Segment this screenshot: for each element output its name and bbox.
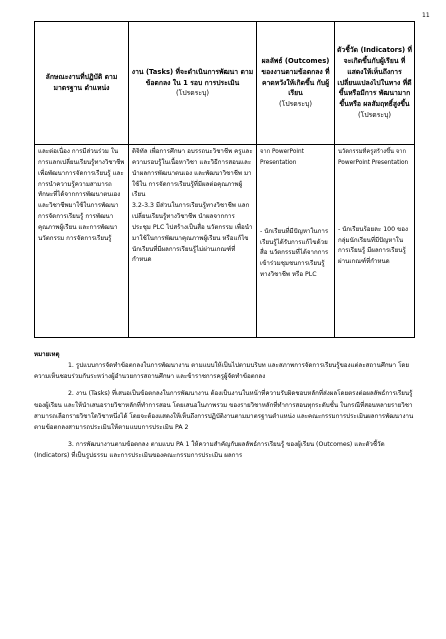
header-title: ผลลัพธ์ (Outcomes) ของงานตามข้อตกลง ที่คาดหวังให้เกิดขึ้น กับผู้เรียน (261, 56, 330, 98)
header-outcomes (257, 22, 335, 145)
cell-text: 3.2-3.3 มีส่วนในการเรียนรู้ทางวิชาชีพ แลกเปลี่ยนเรียนรู้ทางวิชาชีพ นำผลจากการประชุม PLC ไปสร้างเป็นสื่อ นวัตกรรม เพื่อนำมาใช้ในการพัฒนาคุณภาพผู้เรียน หรือแก้ไขนักเรียนที่มีผลการเรียนรู้ไม่ผ่านเกณฑ์ที่กำหนด (132, 202, 253, 264)
note-item: 3. การพัฒนางานตามข้อตกลง ตามแบบ PA 1 ให้ความสำคัญกับผลลัพธ์การเรียนรู้ ของผู้เรียน (Outcomes) และตัวชี้วัด (Indicators) ที่เป็นรูปธรรม และการประเมินของคณะกรรมการประเมิน ผลการ (34, 441, 385, 460)
header-title: ลักษณะงานที่ปฏิบัติ ตามมาตรฐาน ตำแหน่ง (45, 73, 118, 92)
cell-tasks (129, 145, 257, 338)
agreement-table (34, 21, 415, 338)
cell-text: - นักเรียนที่มีปัญหาในการเรียนรู้ได้รับการแก้ไขด้วยสื่อ นวัตกรรมที่ได้จากการเข้าร่วมชุมชนการเรียนรู้ทางวิชาชีพ หรือ PLC (260, 227, 329, 279)
header-sub: (โปรดระบุ) (358, 111, 391, 120)
header-title: งาน (Tasks) ที่จะดำเนินการพัฒนา ตาม ข้อตกลง ใน 1 รอบ การประเมิน (131, 67, 254, 87)
header-sub: (โปรดระบุ) (279, 100, 312, 109)
header-indicators (335, 22, 415, 145)
header-sub: (โปรดระบุ) (176, 89, 209, 98)
cell-text: - นักเรียนร้อยละ 100 ของกลุ่มนักเรียนที่มีปัญหาในการเรียนรู้ มีผลการเรียนรู้ผ่านเกณฑ์ที่กำหนด (338, 225, 408, 266)
note-item: 2. งาน (Tasks) ที่เสนอเป็นข้อตกลงในการพัฒนางาน ต้องเป็นงานในหน้าที่ความรับผิดชอบหลักที่ส่งผลโดยตรงต่อผลลัพธ์การเรียนรู้ของผู้เรียน และให้นำเสนอรายวิชาหลักที่ทำการสอน โดยเสนอในภาพรวม ของรายวิชาหลักที่ทำการสอนทุกระดับชั้น ในกรณีที่สอนหลายรายวิชา สามารถเลือกรายวิชาใดวิชาหนึ่งได้ โดยจะต้องแสดงให้เห็นถึงการปฏิบัติงานตามมาตรฐานตำแหน่ง และคณะกรรมการประเมินผลการพัฒนางาน ตามข้อตกลงสามารถประเมินให้ตามแบบการประเมิน PA 2 (34, 390, 414, 431)
header-tasks (129, 22, 257, 145)
cell-text: และต่อเนื่อง การมีส่วนร่วม ในการแลกเปลี่ยนเรียนรู้ทางวิชาชีพ เพื่อพัฒนาการจัดการเรียนรู้ และการนำความรู้ความสามารถ ทักษะที่ได้จากการพัฒนาตนเองและวิชาชีพมาใช้ในการพัฒนา การจัดการเรียนรู้ การพัฒนาคุณภาพผู้เรียน และการพัฒนานวัตกรรม การจัดการเรียนรู้ (38, 148, 125, 242)
cell-text: นวัตกรรมที่ครูสร้างขึ้น จาก PowerPoint Presentation (338, 149, 409, 166)
cell-indicators (335, 145, 415, 338)
notes-section (34, 349, 414, 467)
cell-outcomes (257, 145, 335, 338)
table-header-row (35, 22, 415, 145)
note-item: 1. รูปแบบการจัดทำข้อตกลงในการพัฒนางาน ตามแบบให้เป็นไปตามบริบท และสภาพการจัดการเรียนรู้ของแต่ละสถานศึกษา โดยความเห็นชอบร่วมกันระหว่างผู้อำนวยการสถานศึกษา และข้าราชการครูผู้จัดทำข้อตกลง (34, 362, 410, 381)
header-title: ตัวชี้วัด (Indicators) ที่จะเกิดขึ้นกับผู้เรียน ที่แสดงให้เห็นถึงการ เปลี่ยนแปลงไปในทาง ที่ดีขึ้นหรือมีการ พัฒนามากขึ้นหรือ ผลสัมฤทธิ์สูงขึ้น (337, 45, 412, 109)
cell-standard (35, 145, 129, 338)
cell-text: ดิจิทัล เพื่อการศึกษา อบรรถนะวิชาชีพ ครูและความรอบรู้ในเนื้อหาวิชา และวิธีการสอนและนำผลการพัฒนาตนเอง และพัฒนาวิชาชีพ มาใช้ใน การจัดการเรียนรู้ที่มีผลต่อคุณภาพผู้เรียน (132, 148, 253, 199)
table-row (35, 145, 415, 338)
page-number: 11 (422, 12, 430, 19)
header-standard-tasks (35, 22, 129, 145)
notes-heading: หมายเหตุ (34, 351, 60, 358)
cell-text: จาก PowerPoint Presentation (260, 149, 304, 166)
